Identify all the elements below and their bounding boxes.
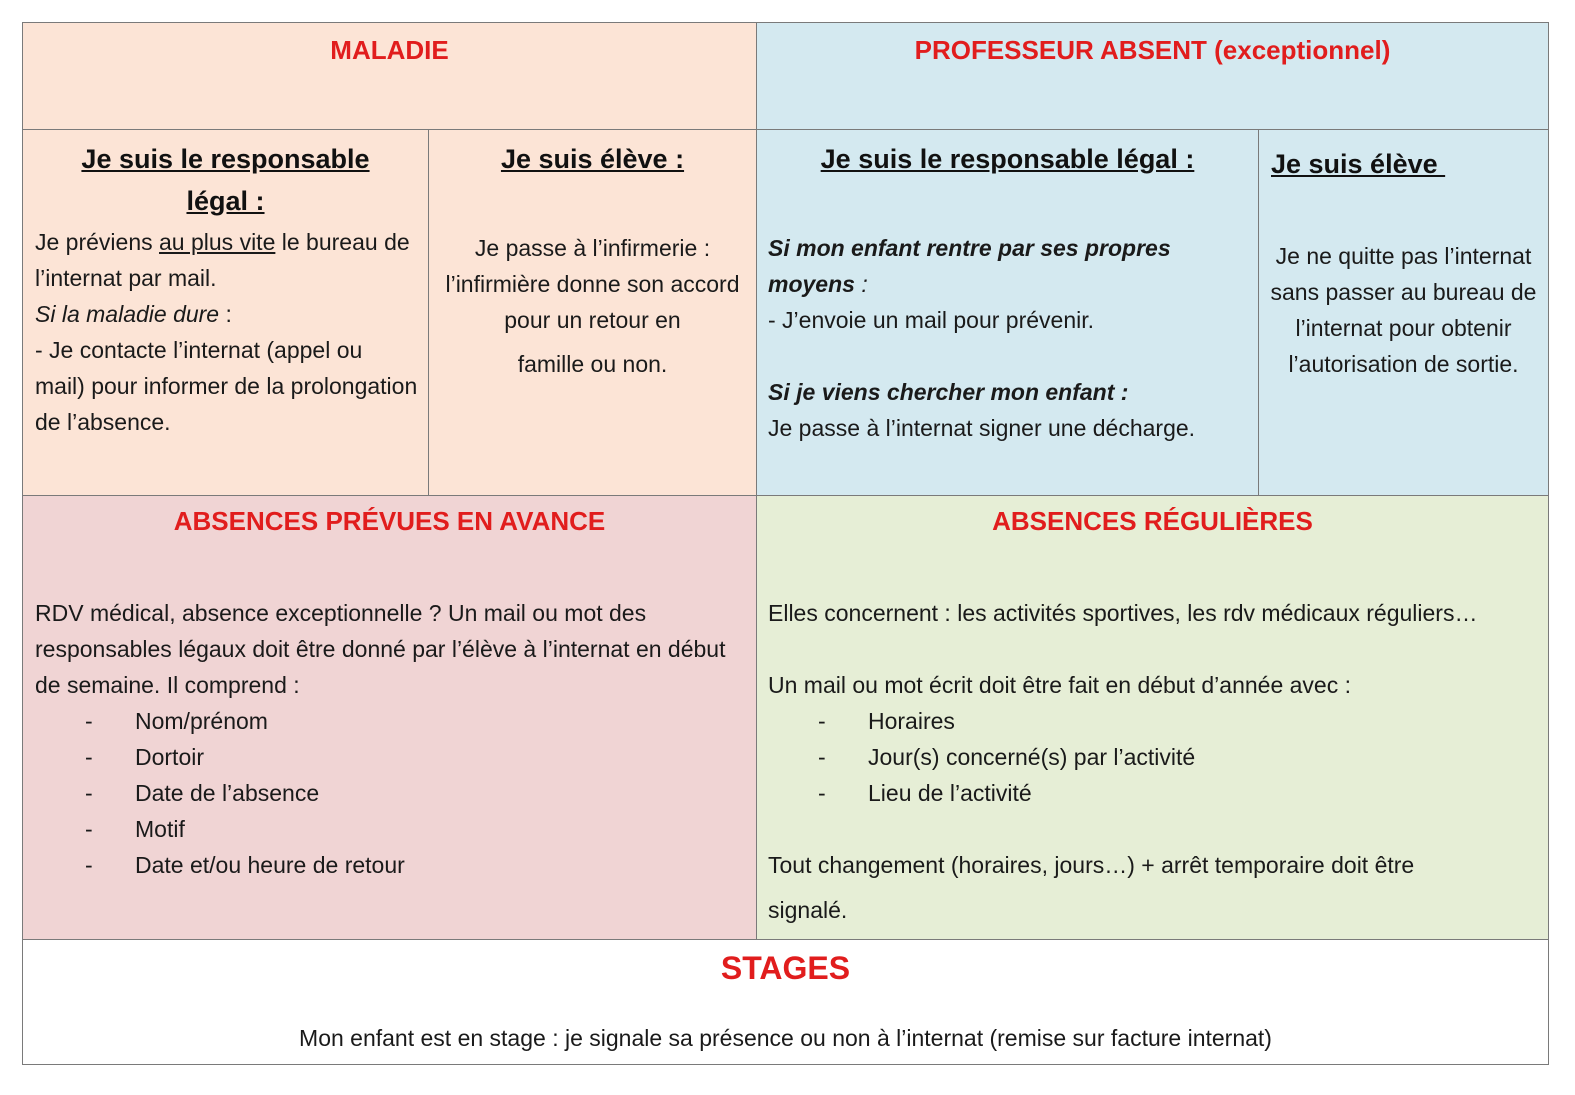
professeur-case-2-text: Je passe à l’internat signer une décharge. <box>768 415 1196 441</box>
list-item: - Dortoir <box>85 744 205 770</box>
absences-regulieres-outro: Tout changement (horaires, jours…) + arrêt temporaire doit être <box>768 852 1415 878</box>
professeur-title: PROFESSEUR ABSENT (exceptionnel) <box>914 35 1391 65</box>
professeur-responsable-heading: Je suis le responsable légal : <box>820 144 1195 174</box>
maladie-header-cell <box>22 22 757 130</box>
professeur-case-1-text: - J’envoie un mail pour prévenir. <box>768 307 1094 333</box>
absences-regulieres-intro-2: Un mail ou mot écrit doit être fait en début d’année avec : <box>768 672 1351 698</box>
stages-title: STAGES <box>720 950 851 986</box>
stages-text: Mon enfant est en stage : je signale sa présence ou non à l’internat (remise sur facture internat) <box>299 1025 1272 1051</box>
maladie-responsable-heading: Je suis le responsable légal : <box>81 144 370 216</box>
maladie-eleve-cell <box>428 129 757 496</box>
absences-prevues-title: ABSENCES PRÉVUES EN AVANCE <box>173 506 606 536</box>
maladie-title: MALADIE <box>330 35 449 65</box>
professeur-eleve-cell <box>1258 129 1549 496</box>
maladie-line-1: Je préviens au plus vite le bureau de l’internat par mail. <box>35 229 410 291</box>
professeur-header-cell <box>756 22 1549 130</box>
professeur-eleve-heading: Je suis élève <box>1271 149 1446 179</box>
maladie-eleve-text: Je passe à l’infirmerie : l’infirmière donne son accord pour un retour en famille ou non. <box>445 235 740 377</box>
maladie-eleve-heading: Je suis élève : <box>500 144 685 174</box>
professeur-case-2: Si je viens chercher mon enfant : <box>768 379 1129 405</box>
list-item: - Date et/ou heure de retour <box>85 852 405 878</box>
list-item: - Lieu de l’activité <box>818 780 1032 806</box>
absences-regulieres-title: ABSENCES RÉGULIÈRES <box>992 506 1313 536</box>
absences-prevues-list <box>35 703 742 883</box>
maladie-line-2: Si la maladie dure : <box>35 301 232 327</box>
absences-prevues-text <box>35 595 742 883</box>
maladie-responsable-text <box>35 224 418 440</box>
absences-regulieres-cell <box>756 495 1549 940</box>
list-item: - Jour(s) concerné(s) par l’activité <box>818 744 1196 770</box>
list-item: - Horaires <box>818 708 955 734</box>
maladie-responsable-cell <box>22 129 429 496</box>
absences-prevues-cell <box>22 495 757 940</box>
absences-regulieres-text <box>768 595 1538 928</box>
absences-regulieres-outro-2: signalé. <box>768 897 848 923</box>
professeur-responsable-text <box>768 230 1248 446</box>
stages-cell <box>22 939 1549 1065</box>
professeur-eleve-text: Je ne quitte pas l’internat sans passer au bureau de l’internat pour obtenir l’autorisation de sortie. <box>1270 243 1537 377</box>
absences-regulieres-list <box>768 703 1538 811</box>
professeur-case-1: Si mon enfant rentre par ses propres moyens : <box>768 235 1171 297</box>
list-item: - Date de l’absence <box>85 780 320 806</box>
professeur-responsable-cell <box>756 129 1259 496</box>
absences-prevues-intro: RDV médical, absence exceptionnelle ? Un mail ou mot des responsables légaux doit être donné par l’élève à l’internat en début de semaine. Il comprend : <box>35 600 726 698</box>
absences-regulieres-intro: Elles concernent : les activités sportives, les rdv médicaux réguliers… <box>768 600 1478 626</box>
maladie-line-3: - Je contacte l’internat (appel ou mail) pour informer de la prolongation de l’absence. <box>35 337 418 435</box>
list-item: - Motif <box>85 816 185 842</box>
list-item: - Nom/prénom <box>85 708 268 734</box>
